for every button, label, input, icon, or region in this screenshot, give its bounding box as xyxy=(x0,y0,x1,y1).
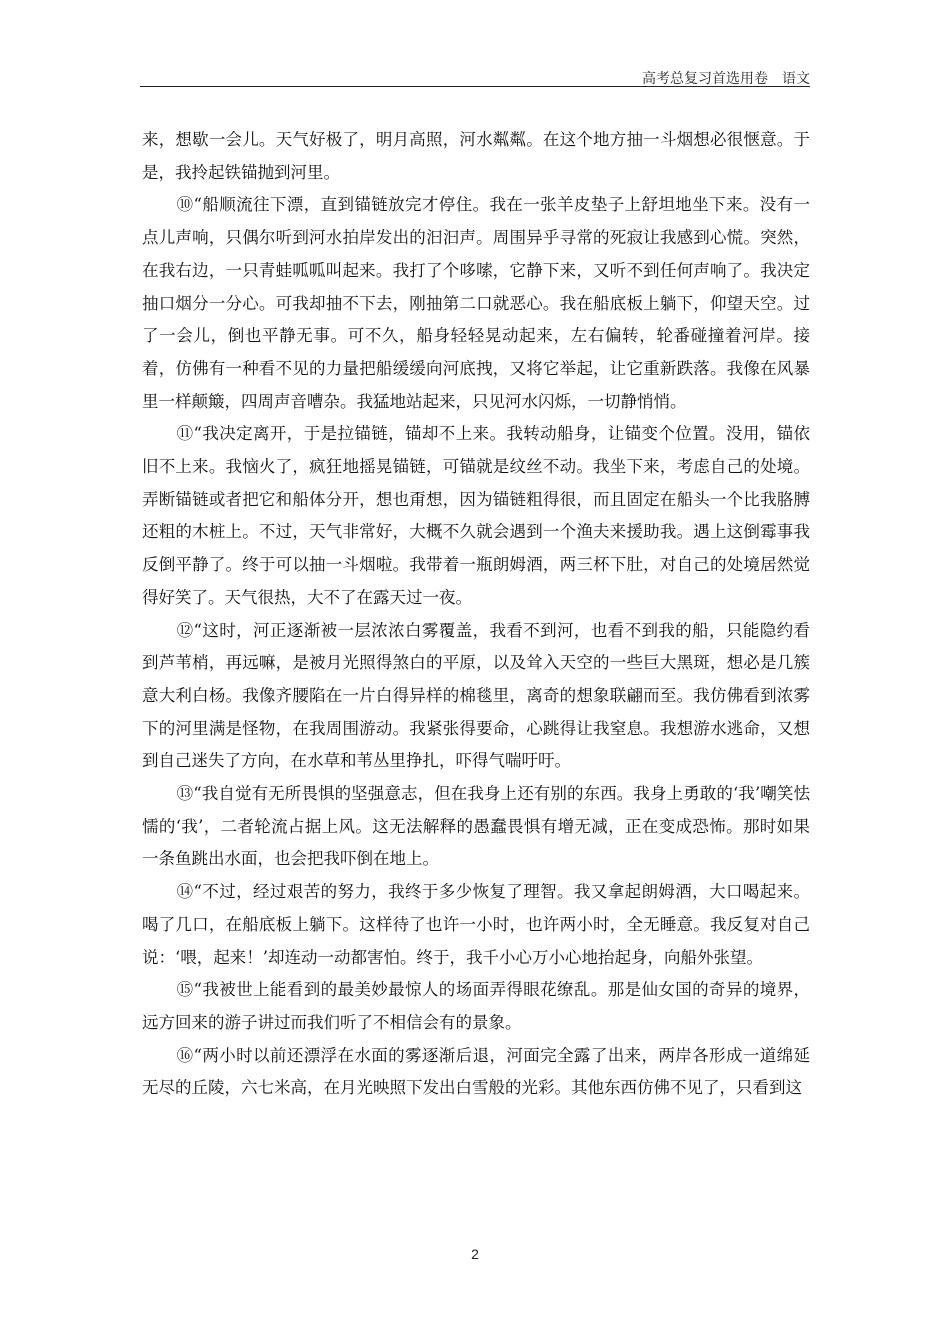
paragraph-1: 来，想歇一会儿。天气好极了，明月高照，河水粼粼。在这个地方抽一斗烟想必很惬意。于是，我拎起铁锚抛到河里。 xyxy=(142,130,810,182)
page-number: 2 xyxy=(471,1246,479,1262)
paragraph-12: ⑫“这时，河正逐渐被一层浓浓白雾覆盖，我看不到河，也看不到我的船，只能隐约看到芦苇梢，再远嘛，是被月光照得煞白的平原，以及耸入天空的一些巨大黑斑，想必是几簇意大利白杨。我像齐腰陷在一片白得异样的棉毯里，离奇的想象联翩而至。我仿佛看到浓雾下的河里满是怪物，在我周围游动。我紧张得要命，心跳得让我窒息。我想游水逃命，又想到自己迷失了方向，在水草和苇丛里挣扎，吓得气喘吁吁。 xyxy=(142,620,810,771)
paragraph-16: ⑯“两小时以前还漂浮在水面的雾逐渐后退，河面完全露了出来，两岸各形成一道绵延无尽的丘陵，六七米高，在月光映照下发出白雪般的光彩。其他东西仿佛不见了，只看到这 xyxy=(142,1045,810,1098)
paragraph-11: ⑪“我决定离开，于是拉锚链，锚却不上来。我转动船身，让锚变个位置。没用，锚依旧不上来。我恼火了，疯狂地摇晃锚链，可锚就是纹丝不动。我坐下来，考虑自己的处境。弄断锚链或者把它和船体分开，想也甭想，因为锚链粗得很，而且固定在船头一个比我胳膊还粗的木桩上。不过，天气非常好，大概不久就会遇到一个渔夫来援助我。遇上这倒霉事我反倒平静了。终于可以抽一斗烟啦。我带着一瓶朗姆酒，两三杯下肚，对自己的处境居然觉得好笑了。天气很热，大不了在露天过一夜。 xyxy=(142,424,810,607)
paragraph-13: ⑬“我自觉有无所畏惧的坚强意志，但在我身上还有别的东西。我身上勇敢的‘我’嘲笑怯懦的‘我’，二者轮流占据上风。这无法解释的愚蠢畏惧有增无减，正在变成恐怖。那时如果一条鱼跳出水面，也会把我吓倒在地上。 xyxy=(142,784,810,869)
header-divider xyxy=(140,86,810,87)
article-body xyxy=(142,124,810,1105)
page-header-title: 高考总复习首选用卷 语文 xyxy=(642,71,810,87)
paragraph-15: ⑮“我被世上能看到的最美妙最惊人的场面弄得眼花缭乱。那是仙女国的奇异的境界，远方回来的游子讲过而我们听了不相信会有的景象。 xyxy=(142,980,810,1032)
paragraph-14: ⑭“不过，经过艰苦的努力，我终于多少恢复了理智。我又拿起朗姆酒，大口喝起来。喝了几口，在船底板上躺下。这样待了也许一小时，也许两小时，全无睡意。我反复对自己说：‘喂，起来！’却连动一动都害怕。终于，我千小心万小心地抬起身，向船外张望。 xyxy=(142,882,810,967)
paragraph-10: ⑩“船顺流往下漂，直到锚链放完才停住。我在一张羊皮垫子上舒坦地坐下来。没有一点儿声响，只偶尔听到河水拍岸发出的汩汩声。周围异乎寻常的死寂让我感到心慌。突然，在我右边，一只青蛙呱呱叫起来。我打了个哆嗦，它静下来，又听不到任何声响了。我决定抽口烟分一分心。可我却抽不下去，刚抽第二口就恶心。我在船底板上躺下，仰望天空。过了一会儿，倒也平静无事。可不久，船身轻轻晃动起来，左右偏转，轮番碰撞着河岸。接着，仿佛有一种看不见的力量把船缓缓向河底拽，又将它举起，让它重新跌落。我像在风暴里一样颠簸，四周声音嘈杂。我猛地站起来，只见河水闪烁，一切静悄悄。 xyxy=(142,195,810,411)
